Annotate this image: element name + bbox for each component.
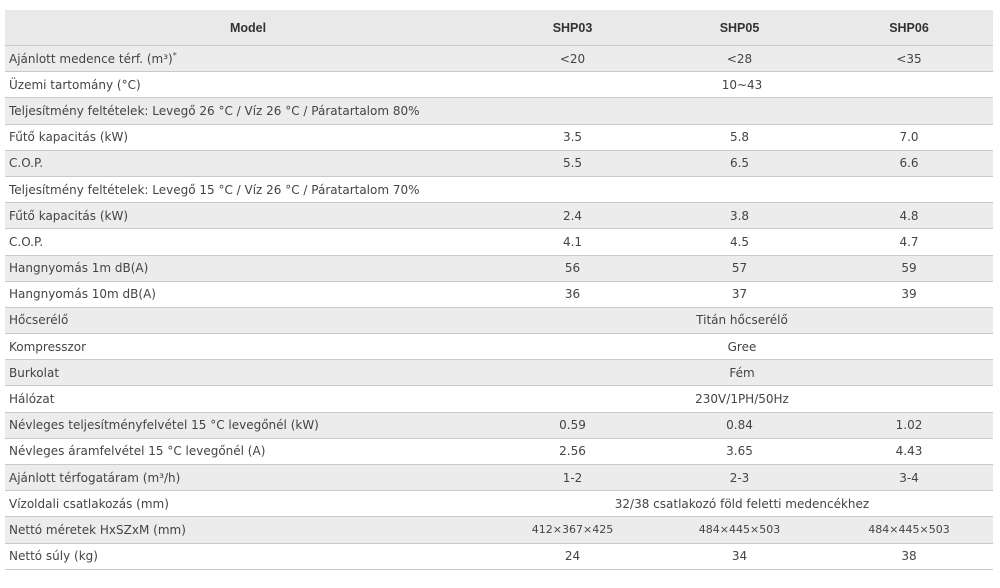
- row-label-cell: [5, 255, 491, 281]
- row-label: Névleges áramfelvétel 15 °C levegőnél (A): [9, 444, 266, 459]
- row-label-cell: [5, 386, 491, 412]
- table-row: [5, 543, 993, 569]
- table-row: [5, 412, 993, 438]
- value-cell: 4.8: [825, 203, 993, 229]
- table-row: [5, 150, 993, 176]
- section-heading-cell: [5, 98, 993, 124]
- row-label-cell: [5, 46, 491, 72]
- header-model-label: Model: [5, 10, 491, 46]
- value-cell: 24: [491, 543, 654, 569]
- value-cell: 57: [654, 255, 825, 281]
- table-row: [5, 360, 993, 386]
- row-label: Hangnyomás 10m dB(A): [9, 287, 156, 302]
- row-label: Névleges teljesítményfelvétel 15 °C levegőnél (kW): [9, 418, 319, 433]
- value-cell: 3-4: [825, 465, 993, 491]
- header-model-shp03: SHP03: [491, 10, 654, 46]
- row-label-cell: [5, 491, 491, 517]
- value-cell: 484×445×503: [825, 517, 993, 543]
- row-label: Ajánlott térfogatáram (m³/h): [9, 470, 181, 485]
- value-cell: 2-3: [654, 465, 825, 491]
- table-row: [5, 176, 993, 202]
- table-row: [5, 46, 993, 72]
- value-cell: <28: [654, 46, 825, 72]
- row-label: Nettó súly (kg): [9, 549, 98, 564]
- merged-value-cell: 32/38 csatlakozó föld feletti medencékhez: [491, 491, 993, 517]
- header-model-shp05: SHP05: [654, 10, 825, 46]
- value-cell: 4.43: [825, 438, 993, 464]
- table-body: [5, 46, 993, 570]
- row-label: Hálózat: [9, 392, 55, 407]
- table-row: [5, 124, 993, 150]
- row-label-cell: [5, 412, 491, 438]
- table-row: [5, 98, 993, 124]
- merged-value-cell: 230V/1PH/50Hz: [491, 386, 993, 412]
- value-cell: 4.5: [654, 229, 825, 255]
- table-row: [5, 255, 993, 281]
- value-cell: 56: [491, 255, 654, 281]
- row-label: Fűtő kapacitás (kW): [9, 208, 129, 223]
- value-cell: 36: [491, 281, 654, 307]
- merged-value-cell: Fém: [491, 360, 993, 386]
- spec-table: [5, 10, 993, 570]
- row-label-cell: [5, 334, 491, 360]
- row-label: Üzemi tartomány (°C): [9, 77, 141, 92]
- value-cell: 37: [654, 281, 825, 307]
- merged-value-cell: Titán hőcserélő: [491, 307, 993, 333]
- row-label: Burkolat: [9, 365, 60, 380]
- merged-value-cell: Gree: [491, 334, 993, 360]
- value-cell: 2.4: [491, 203, 654, 229]
- value-cell: 3.5: [491, 124, 654, 150]
- row-label-cell: [5, 72, 491, 98]
- row-label: Hangnyomás 1m dB(A): [9, 261, 149, 276]
- table-row: [5, 517, 993, 543]
- header-model-shp06: SHP06: [825, 10, 993, 46]
- value-cell: <20: [491, 46, 654, 72]
- table-row: [5, 334, 993, 360]
- row-label: Ajánlott medence térf. (m³): [9, 51, 173, 66]
- header-row: [5, 10, 993, 46]
- section-heading-cell: [5, 176, 993, 202]
- table-row: [5, 72, 993, 98]
- value-cell: 3.8: [654, 203, 825, 229]
- table-row: [5, 307, 993, 333]
- value-cell: 1-2: [491, 465, 654, 491]
- value-cell: 38: [825, 543, 993, 569]
- table-row: [5, 465, 993, 491]
- value-cell: 4.1: [491, 229, 654, 255]
- value-cell: 3.65: [654, 438, 825, 464]
- row-label-cell: [5, 438, 491, 464]
- table-header: [5, 10, 993, 46]
- table-row: [5, 491, 993, 517]
- table-row: [5, 438, 993, 464]
- row-label-cell: [5, 360, 491, 386]
- row-label-cell: [5, 124, 491, 150]
- row-label-cell: [5, 229, 491, 255]
- row-label: Fűtő kapacitás (kW): [9, 130, 129, 145]
- table-row: [5, 281, 993, 307]
- value-cell: 1.02: [825, 412, 993, 438]
- row-label-cell: [5, 281, 491, 307]
- value-cell: 484×445×503: [654, 517, 825, 543]
- row-label: Teljesítmény feltételek: Levegő 15 °C / Víz 26 °C / Páratartalom 70%: [9, 182, 420, 197]
- row-label-cell: [5, 543, 491, 569]
- row-label: Teljesítmény feltételek: Levegő 26 °C / Víz 26 °C / Páratartalom 80%: [9, 103, 420, 118]
- spec-table-container: [5, 10, 993, 570]
- merged-value-cell: 10~43: [491, 72, 993, 98]
- table-row: [5, 386, 993, 412]
- value-cell: 5.8: [654, 124, 825, 150]
- value-cell: 4.7: [825, 229, 993, 255]
- row-label-cell: [5, 465, 491, 491]
- row-label: Vízoldali csatlakozás (mm): [9, 496, 169, 511]
- value-cell: 6.6: [825, 150, 993, 176]
- table-row: [5, 203, 993, 229]
- value-cell: 0.84: [654, 412, 825, 438]
- row-label: Hőcserélő: [9, 313, 69, 328]
- value-cell: 2.56: [491, 438, 654, 464]
- value-cell: 59: [825, 255, 993, 281]
- value-cell: 34: [654, 543, 825, 569]
- footnote-marker: *: [172, 50, 177, 60]
- value-cell: <35: [825, 46, 993, 72]
- row-label: Nettó méretek HxSZxM (mm): [9, 522, 186, 537]
- row-label-cell: [5, 517, 491, 543]
- value-cell: 0.59: [491, 412, 654, 438]
- value-cell: 7.0: [825, 124, 993, 150]
- row-label: C.O.P.: [9, 234, 44, 249]
- value-cell: 39: [825, 281, 993, 307]
- row-label-cell: [5, 150, 491, 176]
- value-cell: 6.5: [654, 150, 825, 176]
- value-cell: 412×367×425: [491, 517, 654, 543]
- value-cell: 5.5: [491, 150, 654, 176]
- table-row: [5, 229, 993, 255]
- row-label: Kompresszor: [9, 339, 87, 354]
- row-label-cell: [5, 307, 491, 333]
- row-label: C.O.P.: [9, 156, 44, 171]
- row-label-cell: [5, 203, 491, 229]
